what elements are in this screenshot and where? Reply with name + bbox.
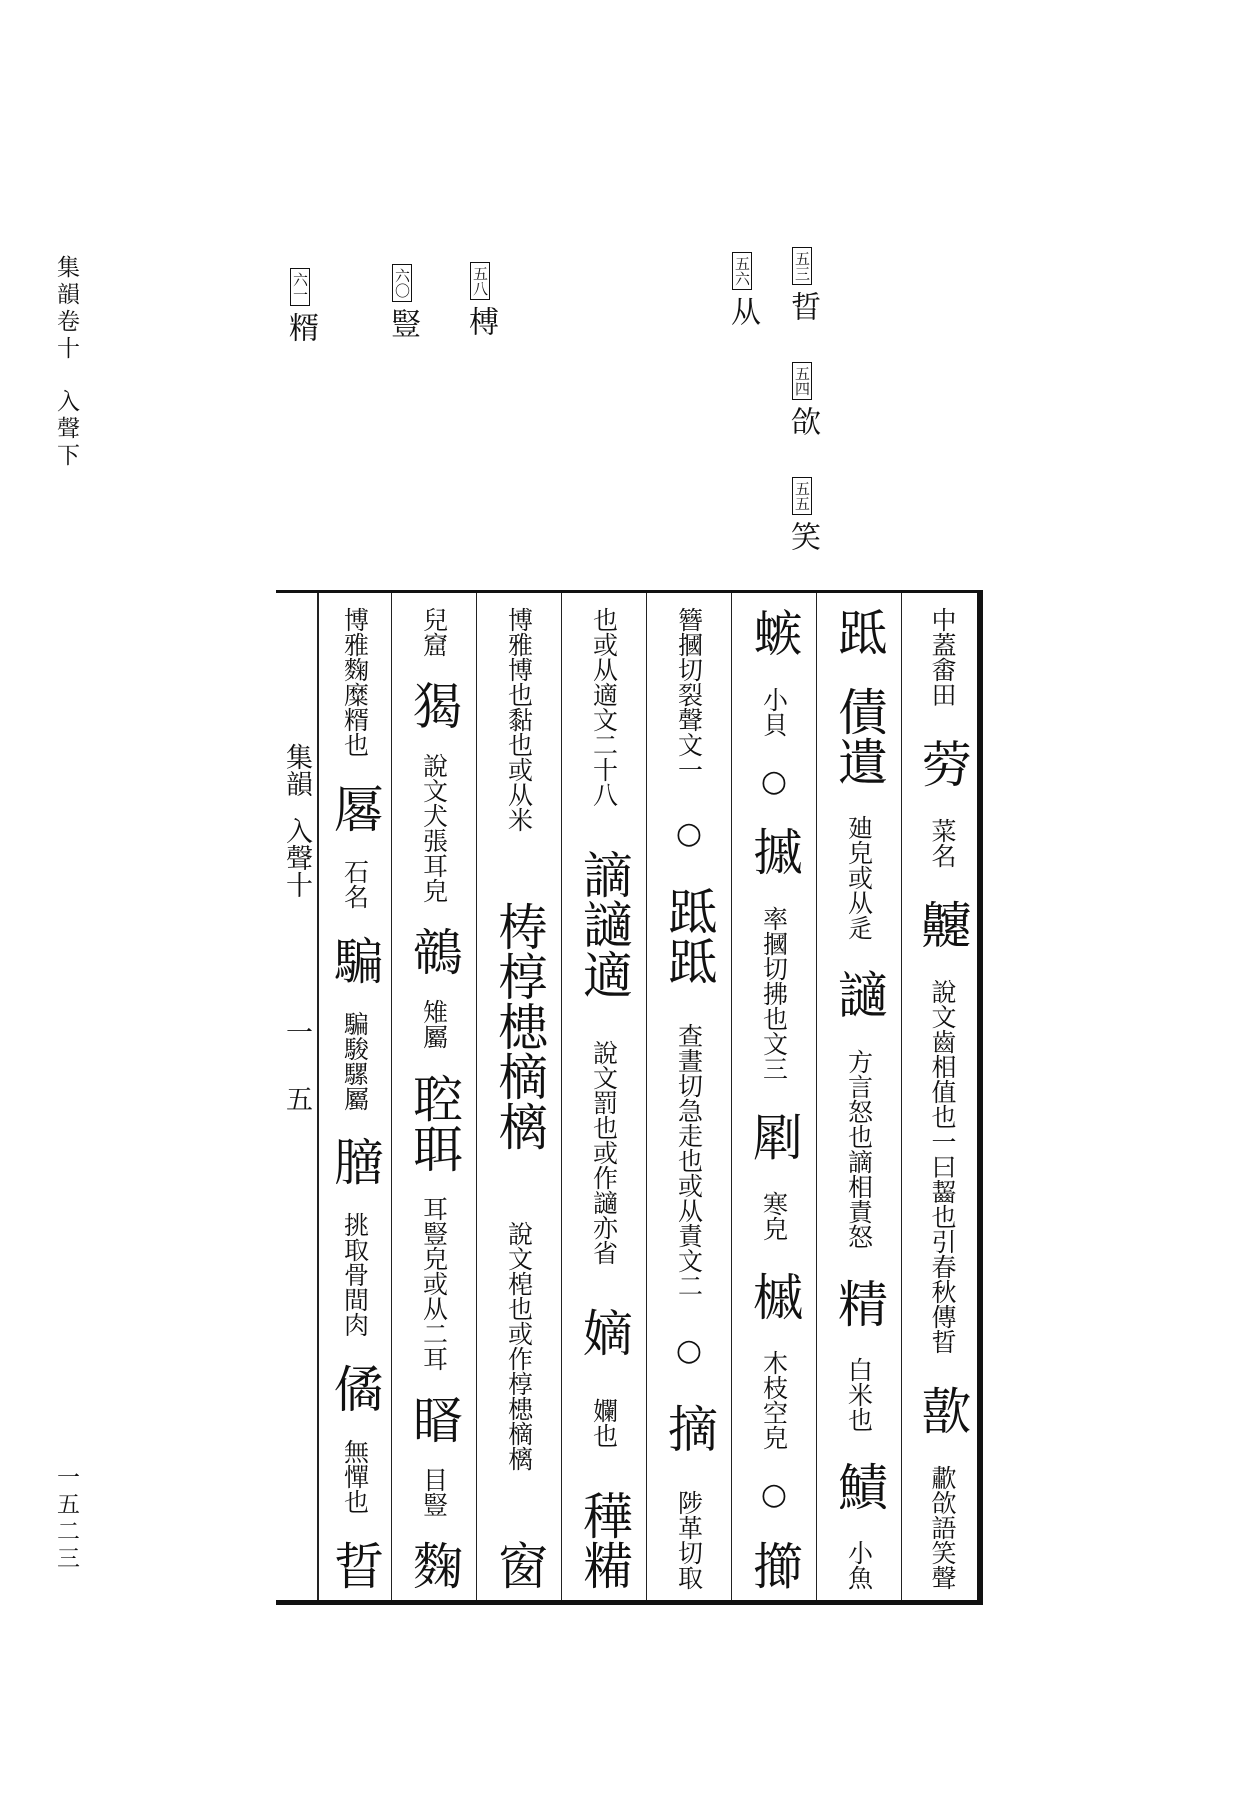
small-annotation: 說文犬張耳皃 (419, 753, 449, 904)
note-char: 笑 (785, 521, 820, 553)
small-annotation: 博雅博也黏也或从米 (504, 607, 534, 832)
headword: 摘 (660, 1402, 718, 1453)
collation-note-line-2 (720, 250, 764, 328)
fold-leaf: 一 (281, 1018, 312, 1045)
headword: 精 (830, 1277, 888, 1328)
small-annotation: 說文齒相值也一曰齧也引春秋傳晢 (928, 979, 957, 1354)
note-number: 五三 (792, 247, 812, 285)
headword: 晢 (326, 1539, 384, 1590)
running-header (50, 255, 83, 470)
headword: 擳 (745, 1539, 803, 1590)
section-circle-icon: ○ (675, 1332, 703, 1368)
small-annotation: 雉屬 (419, 999, 449, 1050)
text-column-6 (476, 593, 561, 1600)
fold-page: 五 (281, 1085, 312, 1112)
headword: 䶑 (913, 898, 972, 949)
page-number: 一五二三 (53, 1465, 79, 1573)
collation-note-line-1 (780, 245, 824, 553)
note-char: 从 (725, 296, 760, 328)
small-annotation: 方言怒也謫相責怒 (844, 1048, 874, 1249)
small-annotation: 耳豎皃或从二耳 (419, 1195, 449, 1371)
fold-volume: 入聲十 (281, 817, 312, 898)
headword: 債遺 (830, 686, 888, 787)
headword: 䟡 (830, 607, 888, 657)
headword: 猲 (405, 680, 463, 731)
text-column-7 (391, 593, 476, 1600)
small-annotation: 查晝切急走也或从責文二 (674, 1023, 704, 1299)
small-annotation: 中蓋畬田 (928, 607, 957, 707)
note-number: 五四 (792, 362, 812, 400)
book-title: 集韻卷十 (53, 255, 79, 363)
note-char: 豎 (385, 308, 420, 340)
headword: 摵 (745, 826, 803, 877)
headword: 厬 (326, 782, 384, 833)
note-number: 五六 (732, 252, 752, 290)
headword: 䓖 (913, 737, 972, 788)
note-char: 糈 (283, 312, 318, 344)
text-column-3 (731, 593, 816, 1600)
headword: 讁 (830, 969, 888, 1020)
headword: 槭 (745, 1270, 803, 1321)
headword: 僪 (326, 1363, 384, 1414)
small-annotation: 寒皃 (759, 1190, 789, 1241)
collation-note-line-5 (278, 266, 322, 344)
fold-title: 集韻 (281, 743, 312, 797)
small-annotation: 簪摑切裂聲文一 (674, 607, 704, 782)
small-annotation: 無憚也 (340, 1439, 370, 1514)
headword: 騙 (326, 934, 384, 985)
small-annotation: 說文罰也或作讁亦省 (589, 1040, 619, 1266)
page-frame (276, 590, 983, 1605)
note-char: 榑 (463, 306, 498, 338)
text-column-5 (561, 593, 646, 1600)
text-column-4 (646, 593, 731, 1600)
small-annotation: 目豎 (419, 1466, 449, 1517)
small-annotation: 博雅麴糜糈也 (340, 607, 370, 757)
small-annotation: 白米也 (844, 1356, 874, 1432)
small-annotation: 孄也 (589, 1398, 619, 1449)
section-circle-icon: ○ (760, 763, 788, 799)
small-annotation: 騙駿騾屬 (340, 1010, 370, 1111)
small-annotation: 菜名 (928, 818, 957, 868)
small-annotation: 小魚 (844, 1540, 874, 1590)
headword: 梼椁槵樀樆 (490, 901, 548, 1152)
headword: 窗 (490, 1539, 548, 1590)
small-annotation: 挑取骨間肉 (340, 1212, 370, 1338)
collation-note-line-4 (380, 262, 424, 340)
small-annotation: 也或从適文二十八 (589, 607, 619, 807)
headword: 䁊 (405, 1393, 463, 1444)
small-annotation: 說文梍也或作椁槵樀樆 (504, 1220, 534, 1471)
headword: 鶙 (405, 926, 463, 977)
small-annotation: 陟革切取 (674, 1489, 704, 1590)
section-title: 入聲下 (53, 389, 79, 470)
note-number: 五五 (792, 477, 812, 515)
note-char: 晢 (785, 291, 820, 323)
small-annotation: 廸皃或从辵 (844, 815, 874, 941)
small-annotation: 歗欱語笑聲 (928, 1465, 957, 1590)
note-char: 欱 (785, 406, 820, 438)
section-circle-icon: ○ (760, 1477, 788, 1513)
headword: 鰿 (830, 1460, 888, 1511)
headword: 㓾 (745, 1110, 803, 1161)
headword: 謫讁適 (575, 848, 633, 999)
small-annotation: 率摑切拂也文三 (759, 906, 789, 1082)
small-annotation: 兒窟 (419, 607, 449, 657)
headword: 䟡䟡 (660, 886, 718, 987)
section-circle-icon: ○ (675, 816, 703, 852)
headword: 嫡 (575, 1306, 633, 1357)
headword: 聜聑 (405, 1072, 463, 1173)
text-column-8 (318, 593, 391, 1600)
headword: 膪 (326, 1136, 384, 1187)
headword: 螏 (745, 607, 803, 657)
headword: 歖 (913, 1384, 972, 1435)
headword: 麴 (405, 1539, 463, 1590)
text-column-1 (901, 593, 983, 1600)
note-number: 六一 (290, 268, 310, 306)
small-annotation: 木枝空皃 (759, 1350, 789, 1451)
small-annotation: 石名 (340, 858, 370, 909)
fold-strip (276, 593, 318, 1600)
small-annotation: 小貝 (759, 686, 789, 737)
note-number: 五八 (470, 262, 490, 300)
headword: 䅿糒 (575, 1489, 633, 1590)
note-number: 六〇 (392, 264, 412, 302)
collation-note-line-3 (458, 260, 502, 338)
text-column-2 (816, 593, 901, 1600)
